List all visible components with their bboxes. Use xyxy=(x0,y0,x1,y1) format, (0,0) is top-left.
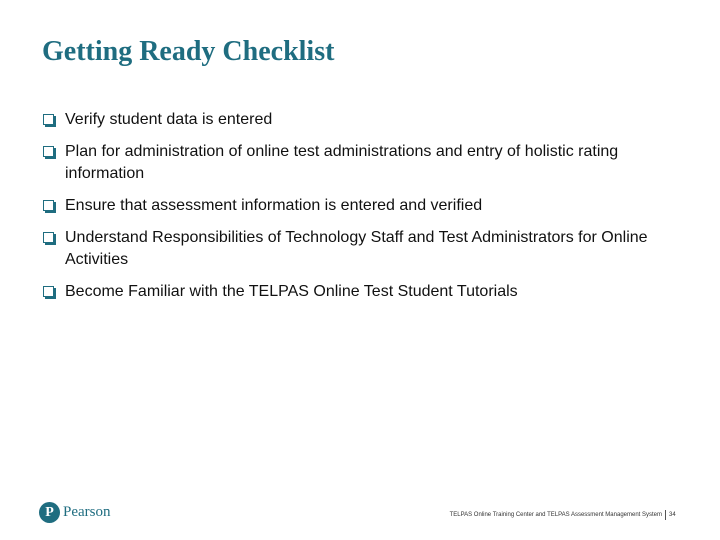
checkbox-icon xyxy=(43,232,54,243)
checklist-item-text: Understand Responsibilities of Technology Staff and Test Administrators for Online Activities xyxy=(65,229,648,268)
checkbox-icon xyxy=(43,146,54,157)
checklist-item-text: Verify student data is entered xyxy=(65,111,273,128)
checklist-item xyxy=(42,109,682,131)
pearson-logo xyxy=(39,502,111,523)
checklist-item-text: Become Familiar with the TELPAS Online Test Student Tutorials xyxy=(65,283,518,300)
page-number: 34 xyxy=(669,512,676,518)
footer-divider xyxy=(665,510,666,520)
pearson-logo-text: Pearson xyxy=(63,504,111,520)
footer-caption: TELPAS Online Training Center and TELPAS Assessment Management System xyxy=(449,512,662,518)
pearson-logo-mark: P xyxy=(39,502,60,523)
checklist-item xyxy=(42,227,682,271)
checkbox-icon xyxy=(43,286,54,297)
checklist xyxy=(42,109,682,313)
slide-title: Getting Ready Checklist xyxy=(42,36,335,67)
checklist-item xyxy=(42,141,682,185)
checklist-item-text: Ensure that assessment information is entered and verified xyxy=(65,197,483,214)
checkbox-icon xyxy=(43,200,54,211)
checkbox-icon xyxy=(43,114,54,125)
checklist-item xyxy=(42,195,682,217)
checklist-item-text: Plan for administration of online test administrations and entry of holistic rating information xyxy=(65,143,619,182)
checklist-item xyxy=(42,281,682,303)
